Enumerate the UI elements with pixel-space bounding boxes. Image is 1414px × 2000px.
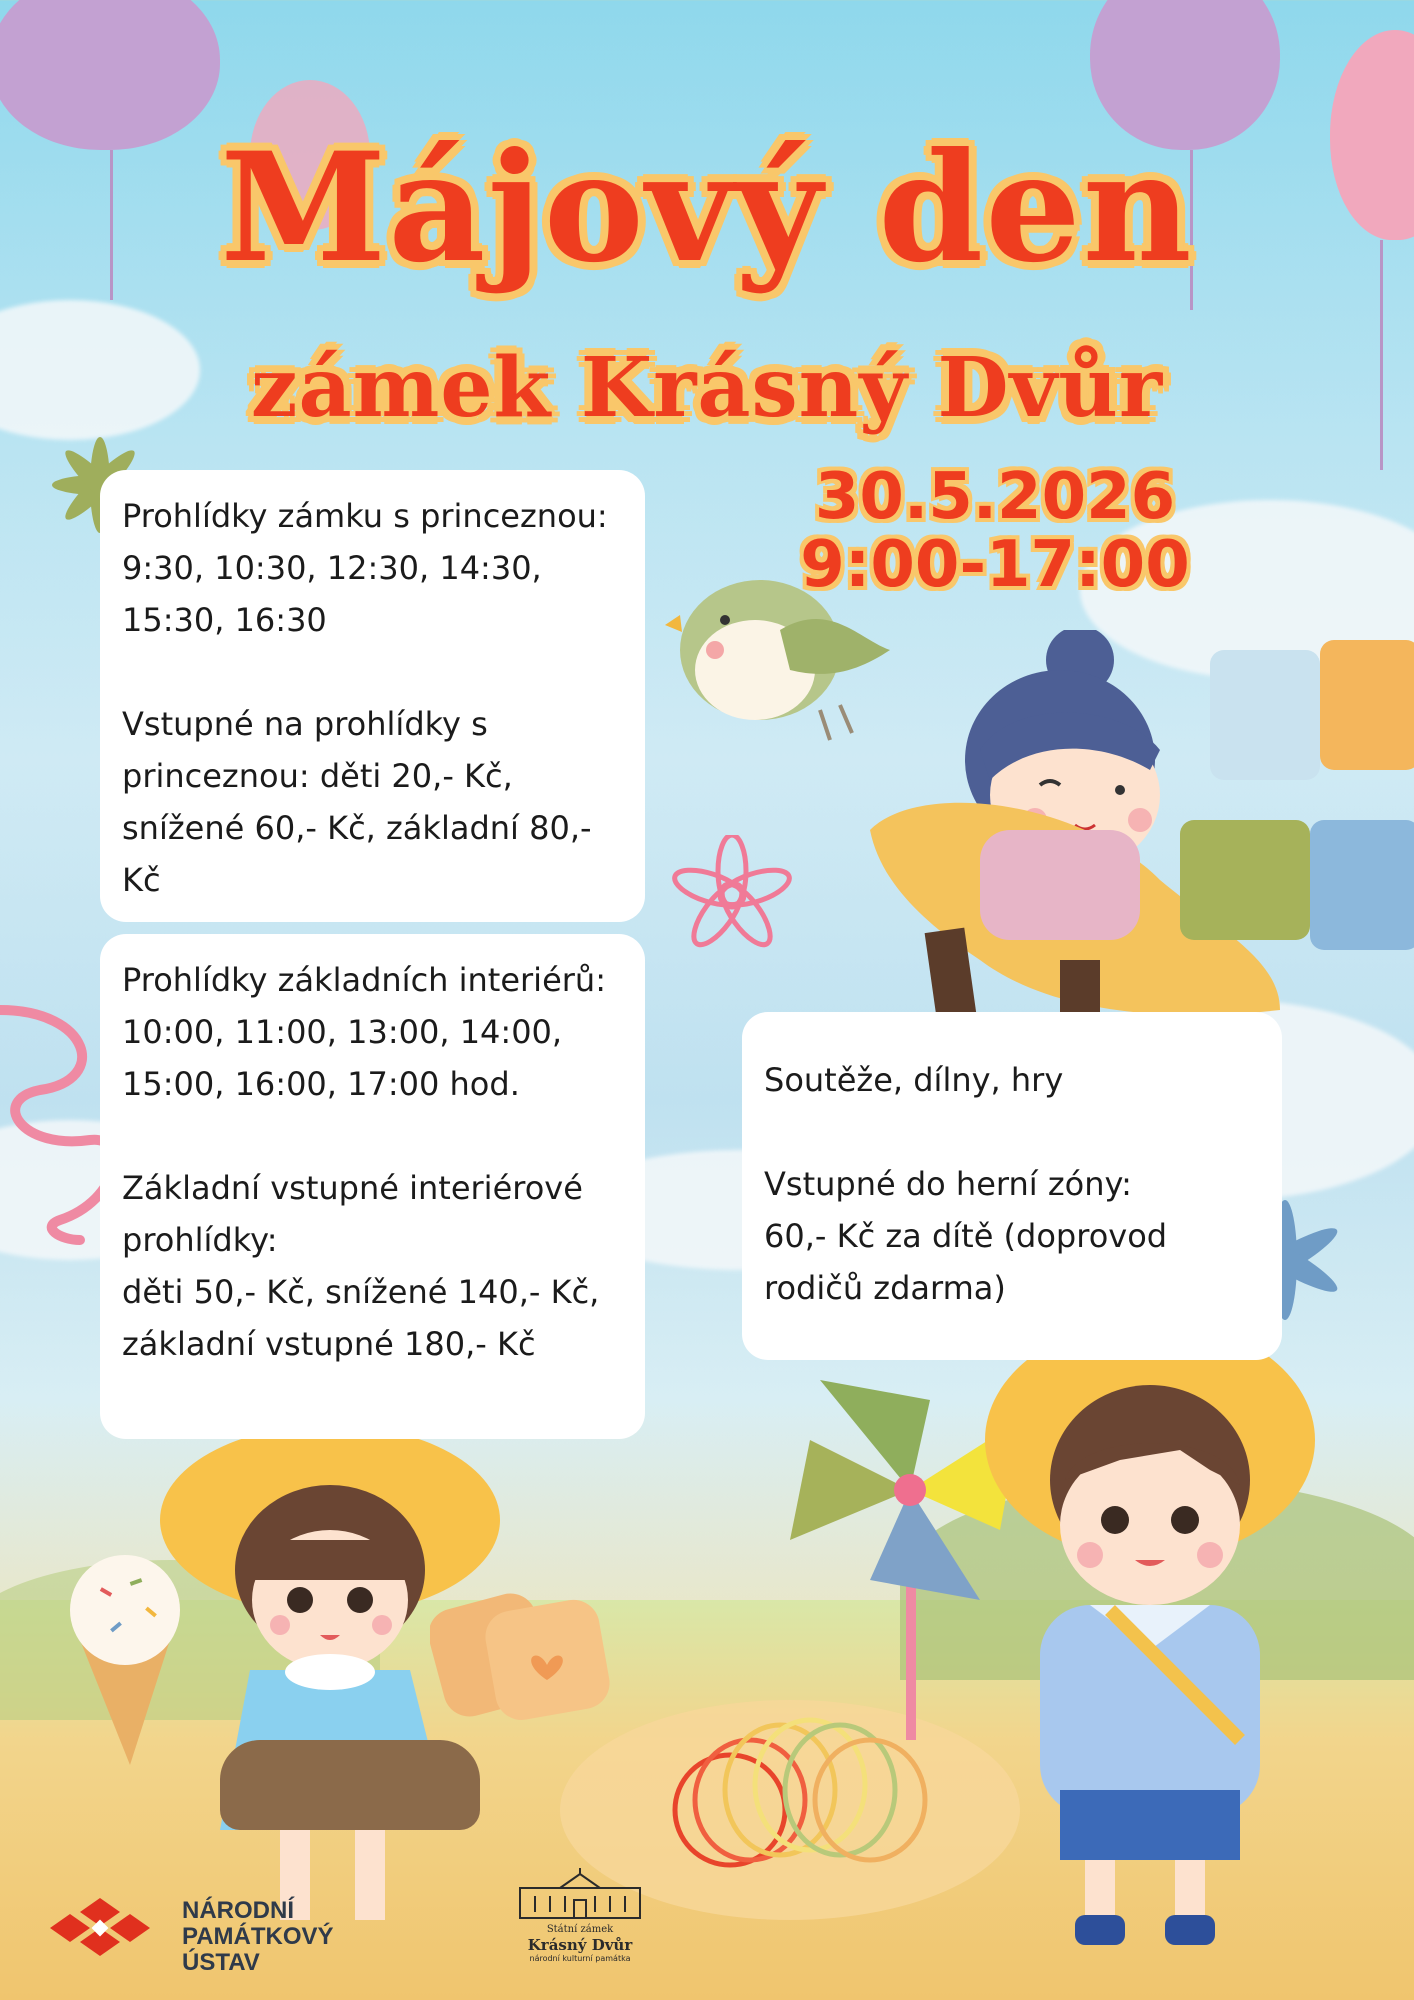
interior-tours-card [100,934,645,1439]
npu-line-2: PAMÁTKOVÝ [182,1923,334,1950]
puzzle-icon [1320,640,1414,770]
flower-icon [672,835,792,955]
princess-tours-card [100,470,645,922]
games-price-heading: Vstupné do herní zóny: [764,1165,1132,1203]
toast-icon [430,1580,620,1730]
event-date: 30.5.2026 [814,460,1176,534]
games-prices: 60,- Kč za dítě (doprovod rodičů zdarma) [764,1217,1168,1307]
games-card [742,1012,1282,1360]
event-time: 9:00-17:00 [800,528,1190,602]
npu-logo-icon [40,1898,160,1968]
castle-small-label: Státní zámek [546,1924,614,1935]
page-title: Májový den [220,120,1194,296]
npu-line-3: ÚSTAV [182,1949,260,1976]
puzzle-icon [1310,820,1414,950]
castle-sub-label: národní kulturní památka [529,1954,631,1963]
puzzle-icon [1210,650,1320,780]
ice-cream-icon [60,1550,190,1770]
castle-logo [500,1868,660,1964]
interior-tour-prices: děti 50,- Kč, snížené 140,- Kč, základní vstupné 180,- Kč [122,1273,600,1363]
page-subtitle: zámek Krásný Dvůr [250,340,1164,436]
castle-icon [510,1868,650,1920]
princess-tour-times: Prohlídky zámku s princeznou: 9:30, 10:30, 12:30, 14:30, 15:30, 16:30 [122,497,608,639]
interior-price-heading: Základní vstupné interiérové prohlídky: [122,1169,583,1259]
games-activities: Soutěže, dílny, hry [764,1061,1064,1099]
castle-name-label: Krásný Dvůr [527,1936,633,1954]
slinky-icon [670,1700,950,1870]
boy-illustration [980,1320,1320,1960]
interior-tour-times: 10:00, 11:00, 13:00, 14:00, 15:00, 16:00, 17:00 hod. [122,1013,563,1103]
puzzle-icon [1180,820,1310,940]
princess-tour-prices: Vstupné na prohlídky s princeznou: děti 20,- Kč, snížené 60,- Kč, základní 80,-Kč [122,705,592,899]
npu-logo-text [182,1898,334,1976]
interior-tours-heading: Prohlídky základních interiérů: [122,961,606,999]
npu-line-1: NÁRODNÍ [182,1897,294,1924]
